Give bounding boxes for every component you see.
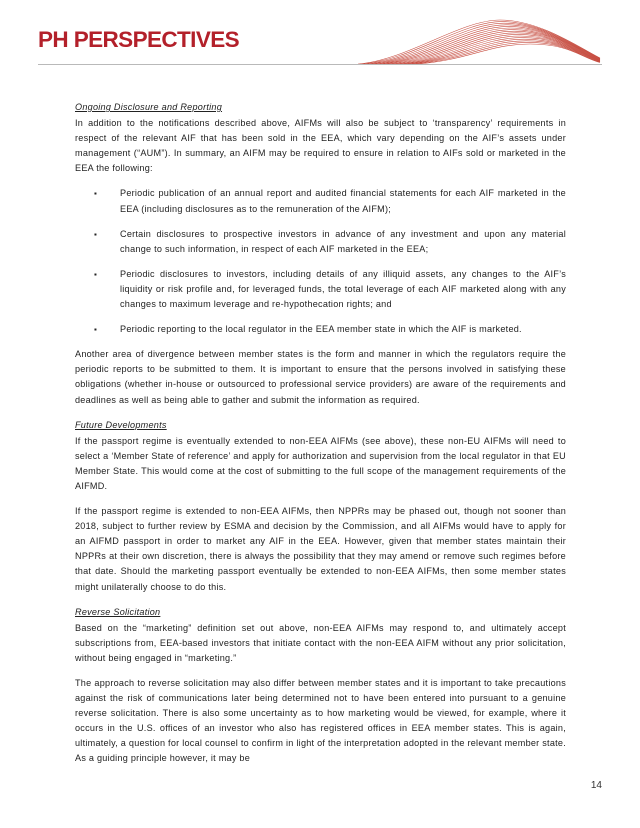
paragraph-future-1: If the passport regime is eventually extended to non-EEA AIFMs (see above), these non-EU AIFMs will need to select a ‘Member State of reference’ and apply for authorization and supervision from the local regulator in that EU Member State. This would come at the cost of submitting to the full scope of the management requirements of the AIFMD. [75, 435, 566, 491]
paragraph-reverse-2: The approach to reverse solicitation may also differ between member states and it is important to take precautions against the risk of communications later being determined not to have been entered into pursuant to a genuine reverse solicitation. There is also some uncertainty as to how marketing would be viewed, for example, where it occurs in the U.S. offices of an investor who also has registered offices in EEA member states. This is again, ultimately, a question for local counsel to confirm in light of the interpretation adopted in the relevant member state. As a guiding principle however, it may be [75, 678, 566, 764]
list-item [75, 322, 566, 337]
page-number: 14 [590, 780, 602, 791]
list-item-text: Periodic publication of an annual report and audited financial statements for each AIF marketed in the EEA (including disclosures as to the remuneration of the AIFM); [120, 188, 566, 214]
header-divider [38, 64, 602, 65]
bullet-icon: ▪ [94, 229, 98, 239]
paragraph-ongoing-intro: In addition to the notifications described above, AIFMs will also be subject to ‘transparency’ requirements in respect of the relevant AIF that has been sold in the EEA, which vary depending on the AIF’s assets under management (“AUM”). In summary, an AIFM may be required to ensure in relation to AIFs sold or marketed in the EEA the following: [75, 118, 566, 174]
bullet-icon: ▪ [94, 325, 98, 335]
bullet-icon: ▪ [94, 269, 98, 279]
list-item [75, 186, 566, 216]
section-heading-future: Future Developments [75, 419, 167, 430]
brand-title: PH PERSPECTIVES [38, 27, 240, 52]
decorative-arcs-logo [350, 18, 602, 68]
paragraph-ongoing-divergence: Another area of divergence between member states is the form and manner in which the regulators require the periodic reports to be submitted to them. It is important to ensure that the persons involved in satisfying these obligations (whether in-house or outsourced to professional service providers) are aware of the requirements and deadlines as well as being able to gather and submit the information as required. [75, 349, 566, 405]
paragraph-reverse-1: Based on the “marketing” definition set out above, non-EEA AIFMs may respond to, and ultimately accept subscriptions from, EEA-based investors that initiate contact with the non-EEA AIFM without any prior solicitation, without being engaged in “marketing.” [75, 622, 566, 663]
list-item-text: Periodic disclosures to investors, including details of any illiquid assets, any changes to the AIF’s liquidity or risk profile and, for leveraged funds, the total leverage of each AIF marketed along with any changes to maximum leverage and re-hypothecation rights; and [120, 268, 566, 310]
list-item [75, 227, 566, 257]
list-item-text: Periodic reporting to the local regulator in the EEA member state in which the AIF is marketed. [120, 324, 522, 335]
disclosure-list [75, 186, 566, 337]
section-heading-ongoing: Ongoing Disclosure and Reporting [75, 102, 223, 112]
bullet-icon: ▪ [94, 189, 98, 199]
page-header [0, 0, 640, 70]
paragraph-future-2: If the passport regime is extended to non-EEA AIFMs, then NPPRs may be phased out, though not sooner than 2018, subject to further review by ESMA and decision by the Commission, and all AIFMs would have to apply for an AIFMD passport in order to market any AIF in the EEA. However, given that member states maintain their NPPRs at their own discretion, there is always the possibility that they may amend or remove such regimes before that date. Should the marketing passport eventually be extended to non-EEA AIFMs, then some member states might unilaterally choose to do this. [75, 506, 566, 592]
document-body [75, 100, 566, 777]
list-item-text: Certain disclosures to prospective investors in advance of any investment and upon any material change to such information, in respect of each AIF marketed in the EEA; [120, 228, 566, 254]
section-heading-reverse: Reverse Solicitation [75, 606, 161, 617]
list-item [75, 267, 566, 312]
